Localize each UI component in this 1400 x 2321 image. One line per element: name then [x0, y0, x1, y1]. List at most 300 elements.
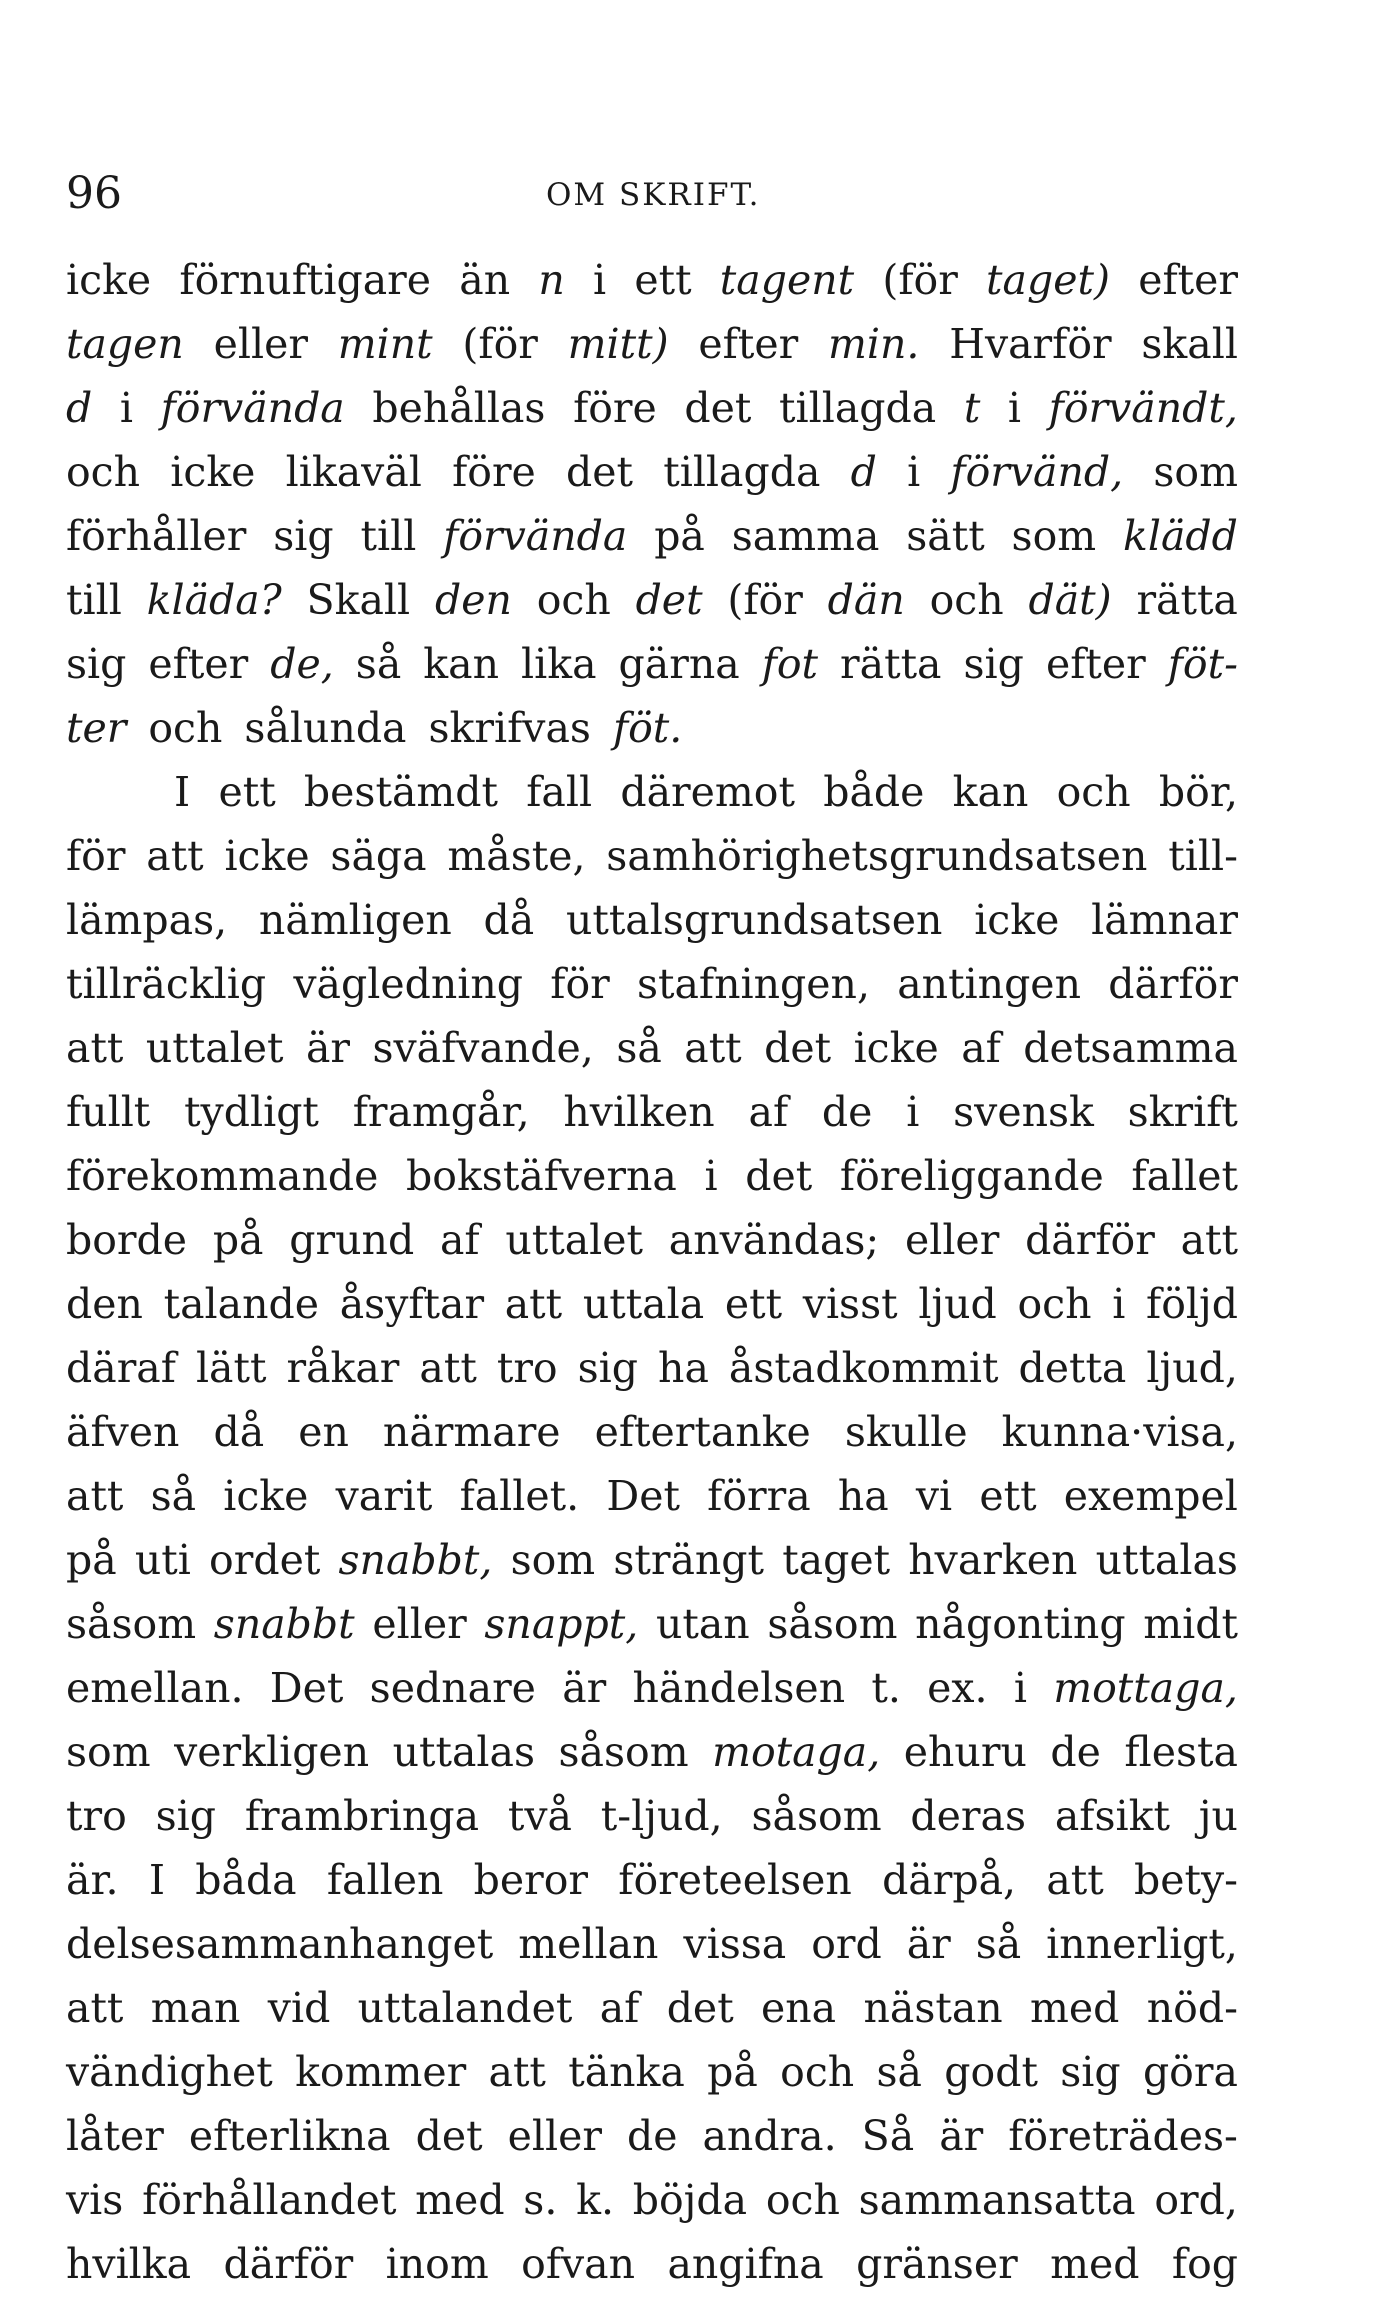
- italic-word: dät): [1028, 576, 1112, 624]
- word: med: [415, 2176, 505, 2224]
- word: sig: [155, 1792, 217, 1840]
- word: nöd-: [1146, 1984, 1238, 2032]
- word: föreliggande: [839, 1152, 1104, 1200]
- word: behållas: [372, 384, 546, 432]
- word: det: [666, 1984, 734, 2032]
- italic-word: ter: [66, 704, 127, 752]
- word: ljud,: [1146, 1344, 1238, 1392]
- word: I: [174, 768, 191, 816]
- word: för: [550, 960, 610, 1008]
- word: i: [119, 384, 133, 432]
- word: än: [459, 256, 511, 304]
- word: efter: [1138, 256, 1238, 304]
- word: icke: [224, 832, 310, 880]
- word: att: [684, 1024, 742, 1072]
- page-number: 96: [66, 168, 122, 219]
- word: och: [148, 704, 223, 752]
- word: Skall: [306, 576, 411, 624]
- word: företeelsen: [618, 1856, 852, 1904]
- text-line: [66, 1592, 1238, 1656]
- word: lika: [521, 640, 597, 688]
- word: svensk: [953, 1088, 1094, 1136]
- word: böjda: [632, 2176, 748, 2224]
- text-line: [66, 1784, 1238, 1848]
- word: visst: [802, 1280, 898, 1328]
- word: icke: [66, 256, 152, 304]
- word: är.: [66, 1856, 119, 1904]
- word: uti: [134, 1536, 191, 1584]
- word: bör,: [1158, 768, 1238, 816]
- word: i: [1013, 1664, 1027, 1712]
- word: fallet: [1131, 1152, 1238, 1200]
- word: hvilka: [66, 2240, 192, 2288]
- text-line: [66, 2040, 1238, 2104]
- word: som: [66, 1728, 151, 1776]
- word: eller: [213, 320, 308, 368]
- text-line: [66, 1720, 1238, 1784]
- word: det: [566, 448, 634, 496]
- word: ord,: [1154, 2176, 1238, 2224]
- word: tänka: [568, 2048, 685, 2096]
- word: ha: [658, 1344, 709, 1392]
- word: som: [1153, 448, 1238, 496]
- word: ex.: [927, 1664, 988, 1712]
- word: skrift: [1127, 1088, 1238, 1136]
- word: åsyftar: [339, 1280, 485, 1328]
- italic-word: n: [538, 256, 565, 304]
- word: i: [1112, 1280, 1126, 1328]
- word: användas;: [668, 1216, 880, 1264]
- word: eftertanke: [594, 1408, 811, 1456]
- italic-word: d: [850, 448, 877, 496]
- word: följd: [1146, 1280, 1238, 1328]
- word: uttalandet: [357, 1984, 573, 2032]
- word: t-ljud,: [600, 1792, 723, 1840]
- word: såsom: [558, 1728, 689, 1776]
- word: uttalas: [392, 1728, 535, 1776]
- word: midt: [1143, 1600, 1238, 1648]
- word: med: [1030, 1984, 1120, 2032]
- word: vi: [915, 1472, 953, 1520]
- word: på: [66, 1536, 117, 1584]
- word: sig: [66, 640, 127, 688]
- word: göra: [1142, 2048, 1238, 2096]
- word: förekommande: [66, 1152, 379, 1200]
- word: tillräcklig: [66, 960, 267, 1008]
- word: de: [626, 2112, 678, 2160]
- word: och: [1017, 1280, 1092, 1328]
- word: tro: [496, 1344, 558, 1392]
- word: den: [66, 1280, 143, 1328]
- text-line: [66, 1080, 1238, 1144]
- italic-word: klädd: [1123, 512, 1238, 560]
- word: att: [66, 1024, 124, 1072]
- word: såsom: [751, 1792, 882, 1840]
- word: för: [66, 832, 126, 880]
- word: sätt: [906, 512, 985, 560]
- word: före: [573, 384, 657, 432]
- word: af: [748, 1088, 789, 1136]
- word: måste,: [447, 832, 586, 880]
- word: (för: [727, 576, 803, 624]
- word: detta: [1018, 1344, 1127, 1392]
- word: mellan: [518, 1920, 659, 1968]
- word: hvilken: [563, 1088, 715, 1136]
- word: eller: [904, 1216, 1000, 1264]
- word: ett: [724, 1280, 783, 1328]
- word: sammansatta: [858, 2176, 1136, 2224]
- word: som: [510, 1536, 596, 1584]
- word: detsamma: [1023, 1024, 1238, 1072]
- word: i: [704, 1152, 718, 1200]
- word: då: [483, 896, 535, 944]
- word: antingen: [897, 960, 1081, 1008]
- word: delsesammanhanget: [66, 1920, 494, 1968]
- italic-word: t: [963, 384, 981, 432]
- word: är: [939, 2112, 984, 2160]
- word: inom: [385, 2240, 489, 2288]
- word: åstadkommit: [728, 1344, 999, 1392]
- text-line: [66, 1976, 1238, 2040]
- word: frambringa: [244, 1792, 480, 1840]
- word: som: [1011, 512, 1097, 560]
- word: icke: [223, 1472, 309, 1520]
- word: efterlikna: [188, 2112, 391, 2160]
- text-line: [66, 952, 1238, 1016]
- word: efter: [1045, 640, 1146, 688]
- word: de: [821, 1088, 873, 1136]
- text-line: [66, 2104, 1238, 2168]
- text-line: [66, 376, 1238, 440]
- word: vis: [66, 2176, 124, 2224]
- word: sig: [963, 640, 1024, 688]
- word: så: [616, 1024, 662, 1072]
- word: i: [1007, 384, 1022, 432]
- text-line: [66, 1272, 1238, 1336]
- word: att: [1046, 1856, 1104, 1904]
- word: och: [536, 576, 611, 624]
- word: i: [906, 1088, 920, 1136]
- word: rätta: [1136, 576, 1238, 624]
- word: däraf: [66, 1344, 176, 1392]
- word: vägledning: [293, 960, 524, 1008]
- word: varit: [335, 1472, 433, 1520]
- word: (för: [462, 320, 538, 368]
- word: fallet.: [459, 1472, 580, 1520]
- word: två: [507, 1792, 572, 1840]
- italic-word: snabbt,: [338, 1536, 493, 1584]
- word: flesta: [1124, 1728, 1238, 1776]
- text-line: [66, 888, 1238, 952]
- italic-word: det: [635, 576, 703, 624]
- word: ett: [979, 1472, 1037, 1520]
- word: k.: [576, 2176, 614, 2224]
- word: strängt: [613, 1536, 765, 1584]
- word: sig: [577, 1344, 639, 1392]
- italic-word: tagen: [66, 320, 184, 368]
- word: efter: [698, 320, 799, 368]
- word: innerligt,: [1046, 1920, 1238, 1968]
- text-line: [66, 824, 1238, 888]
- word: och: [780, 2048, 855, 2096]
- word: sig: [1060, 2048, 1121, 2096]
- italic-word: fot: [761, 640, 819, 688]
- italic-word: mint: [337, 320, 433, 368]
- italic-word: mitt): [567, 320, 669, 368]
- word: skall: [1141, 320, 1238, 368]
- word: till-: [1168, 832, 1238, 880]
- italic-word: föt-: [1167, 640, 1238, 688]
- word: eller: [507, 2112, 602, 2160]
- word: båda: [195, 1856, 297, 1904]
- word: en: [298, 1408, 349, 1456]
- text-line: [66, 1336, 1238, 1400]
- word: händelsen: [632, 1664, 846, 1712]
- text-line: [66, 1848, 1238, 1912]
- word: nästan: [863, 1984, 1003, 2032]
- word: det: [764, 1024, 832, 1072]
- italic-word: d: [66, 384, 93, 432]
- word: gärna: [618, 640, 740, 688]
- text-line: [66, 1464, 1238, 1528]
- text-line: [66, 1656, 1238, 1720]
- italic-word: de,: [270, 640, 334, 688]
- text-line: [66, 1528, 1238, 1592]
- word: att: [504, 1280, 563, 1328]
- text-line: [66, 568, 1238, 632]
- text-line: [66, 2168, 1238, 2232]
- word: verkligen: [174, 1728, 370, 1776]
- word: de: [1050, 1728, 1101, 1776]
- word: låter: [66, 2112, 164, 2160]
- word: sålunda: [244, 704, 407, 752]
- word: kan: [952, 768, 1029, 816]
- word: därför: [1108, 960, 1238, 1008]
- word: det: [684, 384, 752, 432]
- word: ett: [634, 256, 692, 304]
- text-line: [66, 1016, 1238, 1080]
- word: att: [419, 1344, 477, 1392]
- text-line: [66, 696, 1238, 760]
- word: både: [823, 768, 925, 816]
- italic-word: mottaga,: [1053, 1664, 1238, 1712]
- word: ett: [218, 768, 276, 816]
- word: talande: [163, 1280, 320, 1328]
- word: uttalet: [505, 1216, 643, 1264]
- word: uttalas: [1095, 1536, 1238, 1584]
- word: sednare: [369, 1664, 536, 1712]
- word: s.: [523, 2176, 558, 2224]
- word: stafningen,: [636, 960, 870, 1008]
- italic-word: förvändt,: [1048, 384, 1238, 432]
- word: kunna·visa,: [1001, 1408, 1238, 1456]
- word: förra: [707, 1472, 811, 1520]
- word: det: [415, 2112, 483, 2160]
- running-head: OM SKRIFT.: [546, 177, 761, 213]
- word: så: [975, 1920, 1022, 1968]
- word: Så: [861, 2112, 915, 2160]
- word: bestämdt: [303, 768, 498, 816]
- word: uttalet: [145, 1024, 284, 1072]
- word: bety-: [1133, 1856, 1238, 1904]
- word: efter: [148, 640, 249, 688]
- word: rätta: [840, 640, 942, 688]
- word: gränser: [856, 2240, 1018, 2288]
- word: så: [876, 2048, 922, 2096]
- text-line: [66, 1208, 1238, 1272]
- word: fog: [1171, 2240, 1238, 2288]
- word: fallen: [326, 1856, 444, 1904]
- word: ehuru: [903, 1728, 1027, 1776]
- word: i: [907, 448, 921, 496]
- word: fall: [526, 768, 593, 816]
- italic-word: förvända: [443, 512, 628, 560]
- text-line: [66, 440, 1238, 504]
- body-text: [66, 248, 1238, 2296]
- text-line: [66, 632, 1238, 696]
- word: Hvarför: [949, 320, 1112, 368]
- word: framgår,: [352, 1088, 530, 1136]
- word: hvarken: [908, 1536, 1078, 1584]
- word: Det: [269, 1664, 344, 1712]
- word: ordet: [209, 1536, 321, 1584]
- word: afsikt: [1054, 1792, 1170, 1840]
- word: lätt: [195, 1344, 267, 1392]
- word: tro: [66, 1792, 127, 1840]
- word: kommer: [295, 2048, 467, 2096]
- text-line: [66, 1400, 1238, 1464]
- text-line: [66, 1144, 1238, 1208]
- word: tillagda: [663, 448, 821, 496]
- word: ofvan: [521, 2240, 636, 2288]
- word: ju: [1198, 1792, 1238, 1840]
- italic-word: förvänd,: [950, 448, 1124, 496]
- word: till: [360, 512, 417, 560]
- word: likaväl: [285, 448, 422, 496]
- italic-word: snappt,: [484, 1600, 639, 1648]
- word: då: [213, 1408, 265, 1456]
- word: därför: [1025, 1216, 1155, 1264]
- text-line: [66, 1912, 1238, 1976]
- word: ha: [837, 1472, 889, 1520]
- text-line: [66, 312, 1238, 376]
- word: Det: [606, 1472, 680, 1520]
- word: förnuftigare: [179, 256, 432, 304]
- text-line: [66, 248, 1238, 312]
- text-line: [66, 2232, 1238, 2296]
- word: någonting: [915, 1600, 1126, 1648]
- word: skulle: [844, 1408, 968, 1456]
- word: skrifvas: [428, 704, 591, 752]
- word: på: [654, 512, 705, 560]
- word: är: [562, 1664, 607, 1712]
- word: såsom: [767, 1600, 898, 1648]
- word: så: [355, 640, 402, 688]
- word: och: [929, 576, 1004, 624]
- word: af: [599, 1984, 640, 2032]
- word: att: [488, 2048, 546, 2096]
- word: ena: [761, 1984, 837, 2032]
- word: det: [745, 1152, 813, 1200]
- word: vändighet: [66, 2048, 273, 2096]
- word: godt: [944, 2048, 1038, 2096]
- word: tydligt: [184, 1088, 319, 1136]
- word: råkar: [286, 1344, 400, 1392]
- word: angifna: [667, 2240, 824, 2288]
- word: utan: [655, 1600, 750, 1648]
- word: sväfvande,: [372, 1024, 594, 1072]
- word: emellan.: [66, 1664, 244, 1712]
- word: företrädes-: [1008, 2112, 1238, 2160]
- italic-word: motaga,: [712, 1728, 881, 1776]
- word: och: [765, 2176, 840, 2224]
- word: bokstäfverna: [406, 1152, 677, 1200]
- word: man: [150, 1984, 241, 2032]
- word: däremot: [620, 768, 795, 816]
- word: kan: [423, 640, 499, 688]
- word: borde: [66, 1216, 188, 1264]
- word: så: [150, 1472, 197, 1520]
- word: att: [146, 832, 204, 880]
- word: andra.: [702, 2112, 837, 2160]
- word: tillagda: [779, 384, 937, 432]
- italic-word: dän: [827, 576, 905, 624]
- text-line: [66, 760, 1238, 824]
- word: och: [1056, 768, 1131, 816]
- word: (för: [882, 256, 958, 304]
- word: är: [906, 1920, 951, 1968]
- word: I: [148, 1856, 166, 1904]
- word: att: [1180, 1216, 1238, 1264]
- word: icke: [853, 1024, 939, 1072]
- word: närmare: [382, 1408, 561, 1456]
- word: af: [961, 1024, 1001, 1072]
- word: lämnar: [1091, 896, 1238, 944]
- word: vid: [267, 1984, 331, 2032]
- italic-word: förvända: [160, 384, 345, 432]
- word: uttala: [582, 1280, 705, 1328]
- italic-word: snabbt: [213, 1600, 355, 1648]
- word: af: [439, 1216, 480, 1264]
- word: att: [66, 1472, 124, 1520]
- word: eller: [372, 1600, 467, 1648]
- word: äfven: [66, 1408, 180, 1456]
- word: på: [212, 1216, 264, 1264]
- word: därpå,: [882, 1856, 1017, 1904]
- word: förhåller: [66, 512, 247, 560]
- word: ljud: [918, 1280, 997, 1328]
- word: i: [592, 256, 607, 304]
- word: att: [66, 1984, 124, 2032]
- word: förhållandet: [142, 2176, 397, 2224]
- text-line: [66, 504, 1238, 568]
- word: ord: [811, 1920, 882, 1968]
- word: före: [452, 448, 536, 496]
- word: exempel: [1063, 1472, 1238, 1520]
- word: och: [66, 448, 141, 496]
- word: till: [66, 576, 122, 624]
- word: såsom: [66, 1600, 197, 1648]
- word: samhörighetsgrundsatsen: [606, 832, 1148, 880]
- word: icke: [170, 448, 256, 496]
- word: vissa: [683, 1920, 787, 1968]
- word: säga: [330, 832, 427, 880]
- word: icke: [974, 896, 1060, 944]
- italic-word: min.: [827, 320, 920, 368]
- word: uttalsgrundsatsen: [565, 896, 943, 944]
- word: deras: [910, 1792, 1027, 1840]
- word: samma: [731, 512, 880, 560]
